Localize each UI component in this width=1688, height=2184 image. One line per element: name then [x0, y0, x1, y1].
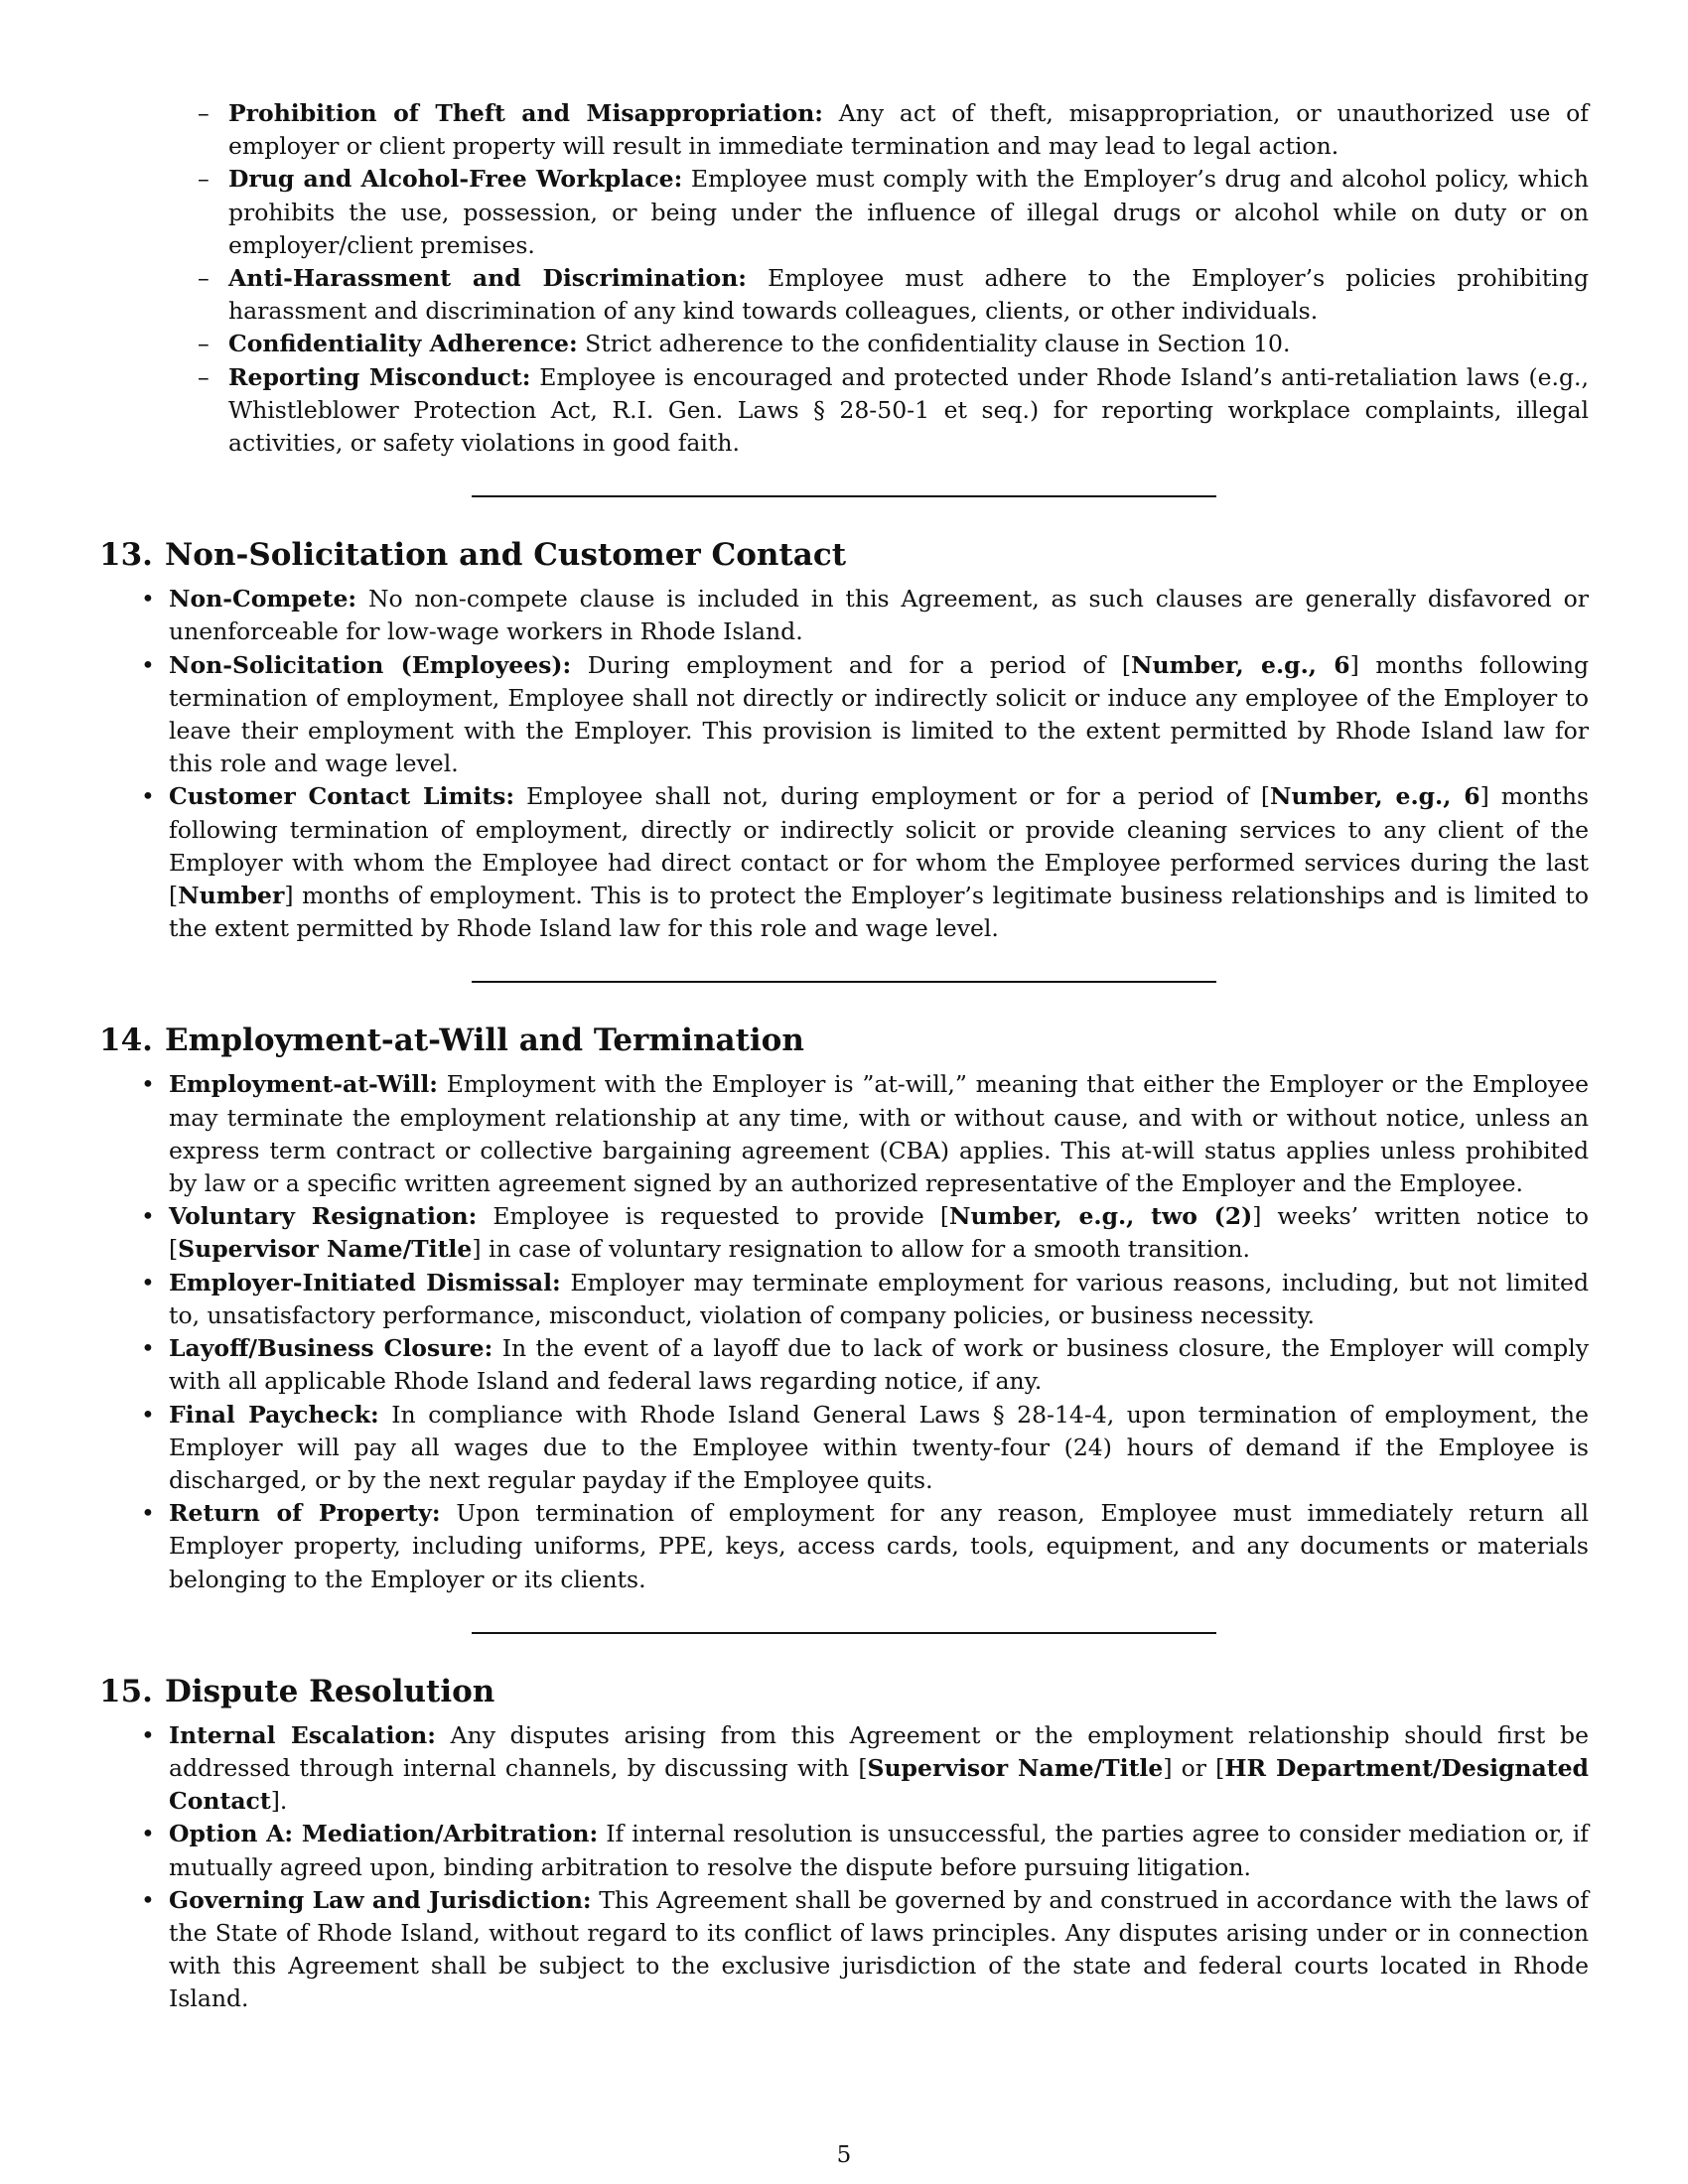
section-divider [472, 1632, 1216, 1634]
list-item: • Voluntary Resignation: Employee is requested to provide [Number, e.g., two (2)] weeks’ written notice to [Supervisor Name/Title] in case of voluntary resignation to allow for a smooth transition. [141, 1202, 1589, 1264]
list-item: • Employer-Initiated Dismissal: Employer may terminate employment for various reasons, including, but not limited to, unsatisfactory performance, misconduct, violation of company policies, or business necessity. [141, 1268, 1589, 1329]
placeholder-field: Number, e.g., 6 [1131, 650, 1350, 679]
item-label: Anti-Harassment and Discrimination: [228, 264, 747, 293]
list-item: • Employment-at-Will: Employment with the Employer is ”at-will,” meaning that either the Employer or the Employee may terminate the employment relationship at any time, with or without cause, and with or without notice, unless an express term contract or collective bargaining agreement (CBA) applies. This at-will status applies unless prohibited by law or a specific written agreement signed by an authorized representative of the Employer and the Employee. [141, 1070, 1589, 1198]
placeholder-field: Supervisor Name/Title [867, 1753, 1164, 1782]
item-label: Drug and Alcohol-Free Workplace: [228, 165, 683, 194]
list-item: • Option A: Mediation/Arbitration: If internal resolution is unsuccessful, the parties agree to consider mediation or, if mutually agreed upon, binding arbitration to resolve the dispute before pursuing litigation. [141, 1820, 1589, 1881]
section-heading-13: 13. Non-Solicitation and Customer Contact [99, 537, 847, 574]
list-item: – Anti-Harassment and Discrimination: Employee must adhere to the Employer’s policies prohibiting harassment and discrimination of any kind towards colleagues, clients, or other individuals. [198, 264, 1589, 326]
list-item: – Drug and Alcohol-Free Workplace: Employee must comply with the Employer’s drug and alcohol policy, which prohibits the use, possession, or being under the influence of illegal drugs or alcohol while on duty or on employer/client premises. [198, 165, 1589, 259]
conduct-sub-list [99, 97, 1589, 460]
placeholder-field: Supervisor Name/Title [178, 1235, 473, 1264]
list-item: • Governing Law and Jurisdiction: This Agreement shall be governed by and construed in accordance with the laws of the State of Rhode Island, without regard to its conflict of laws principles. Any disputes arising under or in connection with this Agreement shall be subject to the exclusive jurisdiction of the state and federal courts located in Rhode Island. [141, 1885, 1589, 2013]
list-item: – Prohibition of Theft and Misappropriation: Any act of theft, misappropriation, or unauthorized use of employer or client property will result in immediate termination and may lead to legal action. [198, 99, 1589, 161]
item-label: Confidentiality Adherence: [228, 330, 578, 358]
section-14-list [99, 1068, 1589, 1595]
placeholder-field: Number, e.g., 6 [1270, 782, 1480, 811]
page-number: 5 [836, 2142, 852, 2168]
section-divider [472, 981, 1216, 983]
item-text: Any act of theft, misappropriation, or unauthorized use of employer or client property will result in immediate termination and may lead to legal action. [228, 99, 1589, 161]
document-page [99, 97, 1589, 2016]
section-heading-14: 14. Employment-at-Will and Termination [99, 1023, 804, 1059]
section-15-list [99, 1719, 1589, 2016]
section-divider [472, 495, 1216, 497]
section-heading-15: 15. Dispute Resolution [99, 1673, 495, 1709]
item-text: Employee must comply with the Employer’s drug and alcohol policy, which prohibits the use, possession, or being under the influence of illegal drugs or alcohol while on duty or on employer/client premises. [228, 165, 1589, 259]
placeholder-field: Number, e.g., two (2) [949, 1202, 1253, 1231]
list-item: • Customer Contact Limits: Employee shall not, during employment or for a period of [Number, e.g., 6] months following termination of employment, directly or indirectly solicit or provide cleaning services to any client of the Employer with whom the Employee had direct contact or for whom the Employee performed services during the last [Number] months of employment. This is to protect the Employer’s legitimate business relationships and is limited to the extent permitted by Rhode Island law for this role and wage level. [141, 782, 1590, 943]
list-item: • Final Paycheck: In compliance with Rhode Island General Laws § 28-14-4, upon termination of employment, the Employer will pay all wages due to the Employee within twenty-four (24) hours of demand if the Employee is discharged, or by the next regular payday if the Employee quits. [141, 1400, 1589, 1494]
list-item: • Non-Compete: No non-compete clause is included in this Agreement, as such clauses are generally disfavored or unenforceable for low-wage workers in Rhode Island. [141, 585, 1589, 646]
item-text: Strict adherence to the confidentiality clause in Section 10. [585, 330, 1291, 358]
placeholder-field: HR Department/Designated Contact [169, 1753, 1589, 1816]
list-item: • Internal Escalation: Any disputes arising from this Agreement or the employment relationship should first be addressed through internal channels, by discussing with [Supervisor Name/Title] or [HR Department/Designated Contact]. [141, 1720, 1589, 1816]
list-item: • Layoff/Business Closure: In the event of a layoff due to lack of work or business closure, the Employer will comply with all applicable Rhode Island and federal laws regarding notice, if any. [141, 1334, 1589, 1396]
list-item: – Confidentiality Adherence: Strict adherence to the confidentiality clause in Section 10. [198, 330, 1291, 358]
list-item: • Non-Solicitation (Employees): During employment and for a period of [Number, e.g., 6] months following termination of employment, Employee shall not directly or indirectly solicit or induce any employee of the Employer to leave their employment with the Employer. This provision is limited to the extent permitted by Rhode Island law for this role and wage level. [141, 650, 1590, 778]
placeholder-field: Number [178, 882, 285, 910]
item-text: Employee must adhere to the Employer’s policies prohibiting harassment and discrimination of any kind towards colleagues, clients, or other individuals. [228, 264, 1589, 326]
list-item: – Reporting Misconduct: Employee is encouraged and protected under Rhode Island’s anti-retaliation laws (e.g., Whistleblower Protection Act, R.I. Gen. Laws § 28-50-1 et seq.) for reporting workplace complaints, illegal activities, or safety violations in good faith. [198, 362, 1589, 458]
item-text: Employee is encouraged and protected under Rhode Island’s anti-retaliation laws (e.g., Whistleblower Protection Act, R.I. Gen. Laws § 28-50-1 et seq.) for reporting workplace complaints, illegal activities, or safety violations in good faith. [228, 362, 1589, 458]
item-label: Reporting Misconduct: [228, 362, 531, 391]
list-item: • Return of Property: Upon termination of employment for any reason, Employee must immediately return all Employer property, including uniforms, PPE, keys, access cards, tools, equipment, and any documents or materials belonging to the Employer or its clients. [141, 1499, 1589, 1593]
item-label: Prohibition of Theft and Misappropriation: [228, 99, 823, 127]
section-13-list [99, 583, 1589, 945]
